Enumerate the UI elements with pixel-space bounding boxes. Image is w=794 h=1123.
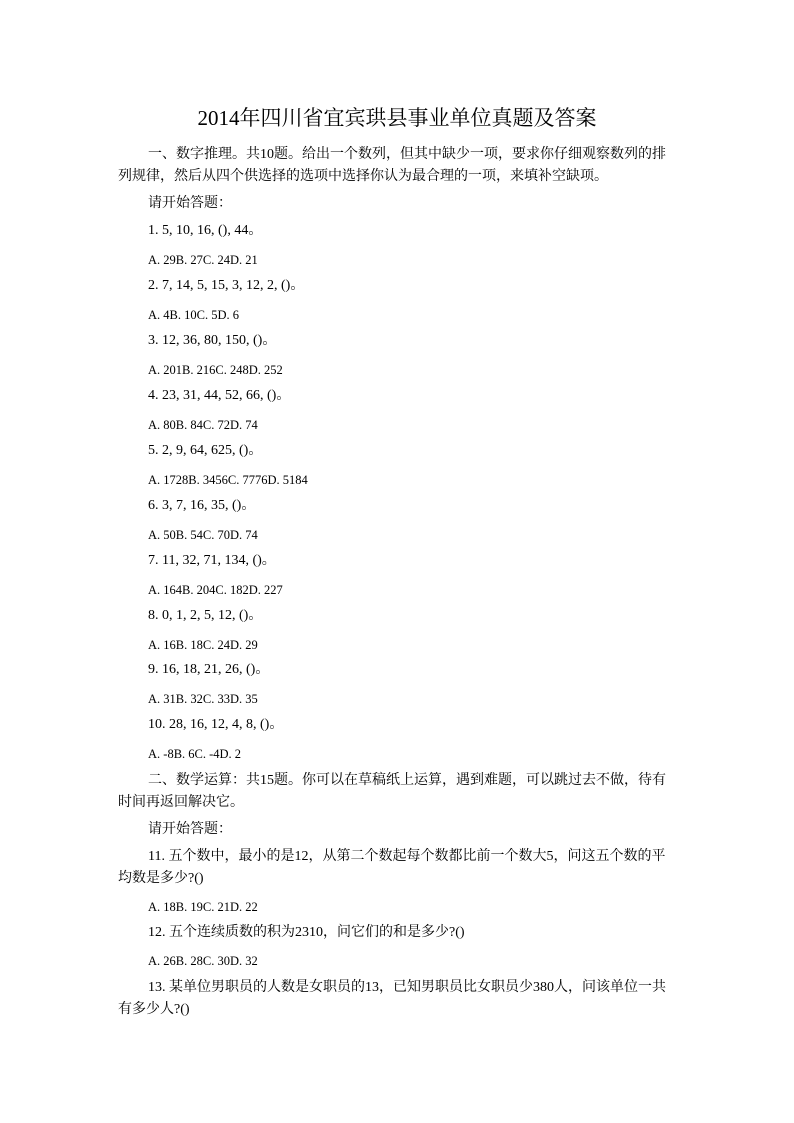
question-9: 9. 16, 18, 21, 26, ()。 — [148, 662, 270, 677]
section1-intro: 一、数字推理。共10题。给出一个数列，但其中缺少一项，要求你仔细观察数列的排列规律，然后从四个供选择的选项中选择你认为最合理的一项，来填补空缺项。 — [118, 147, 666, 184]
question-4: 4. 23, 31, 44, 52, 66, ()。 — [148, 388, 291, 403]
section2-intro: 二、数学运算：共15题。你可以在草稿纸上运算，遇到难题，可以跳过去不做，待有时间再返回解决它。 — [118, 773, 666, 810]
options-5: A. 1728B. 3456C. 7776D. 5184 — [148, 473, 308, 487]
options-4: A. 80B. 84C. 72D. 74 — [148, 418, 258, 432]
question-2: 2. 7, 14, 5, 15, 3, 12, 2, ()。 — [148, 278, 305, 293]
question-12: 12. 五个连续质数的积为2310，问它们的和是多少?() — [148, 925, 465, 940]
question-13: 13. 某单位男职员的人数是女职员的13，已知男职员比女职员少380人，问该单位一共有多少人?() — [118, 980, 666, 1017]
question-1: 1. 5, 10, 16, (), 44。 — [148, 223, 263, 238]
section1-start: 请开始答题： — [148, 196, 232, 211]
options-1: A. 29B. 27C. 24D. 21 — [148, 253, 258, 267]
document-title: 2014年四川省宜宾珙县事业单位真题及答案 — [197, 106, 597, 130]
options-10: A. -8B. 6C. -4D. 2 — [148, 747, 242, 761]
options-6: A. 50B. 54C. 70D. 74 — [148, 528, 258, 542]
question-6: 6. 3, 7, 16, 35, ()。 — [148, 498, 256, 513]
options-11: A. 18B. 19C. 21D. 22 — [148, 900, 258, 914]
question-8: 8. 0, 1, 2, 5, 12, ()。 — [148, 608, 263, 623]
options-7: A. 164B. 204C. 182D. 227 — [148, 583, 283, 597]
options-2: A. 4B. 10C. 5D. 6 — [148, 308, 239, 322]
options-8: A. 16B. 18C. 24D. 29 — [148, 638, 258, 652]
options-3: A. 201B. 216C. 248D. 252 — [148, 363, 283, 377]
section2-start: 请开始答题： — [148, 822, 232, 837]
question-10: 10. 28, 16, 12, 4, 8, ()。 — [148, 717, 284, 732]
options-9: A. 31B. 32C. 33D. 35 — [148, 692, 258, 706]
options-12: A. 26B. 28C. 30D. 32 — [148, 954, 258, 968]
question-5: 5. 2, 9, 64, 625, ()。 — [148, 443, 263, 458]
question-11: 11. 五个数中，最小的是12，从第二个数起每个数都比前一个数大5，问这五个数的平均数是多少?() — [118, 849, 666, 886]
question-7: 7. 11, 32, 71, 134, ()。 — [148, 553, 276, 568]
question-3: 3. 12, 36, 80, 150, ()。 — [148, 333, 277, 348]
